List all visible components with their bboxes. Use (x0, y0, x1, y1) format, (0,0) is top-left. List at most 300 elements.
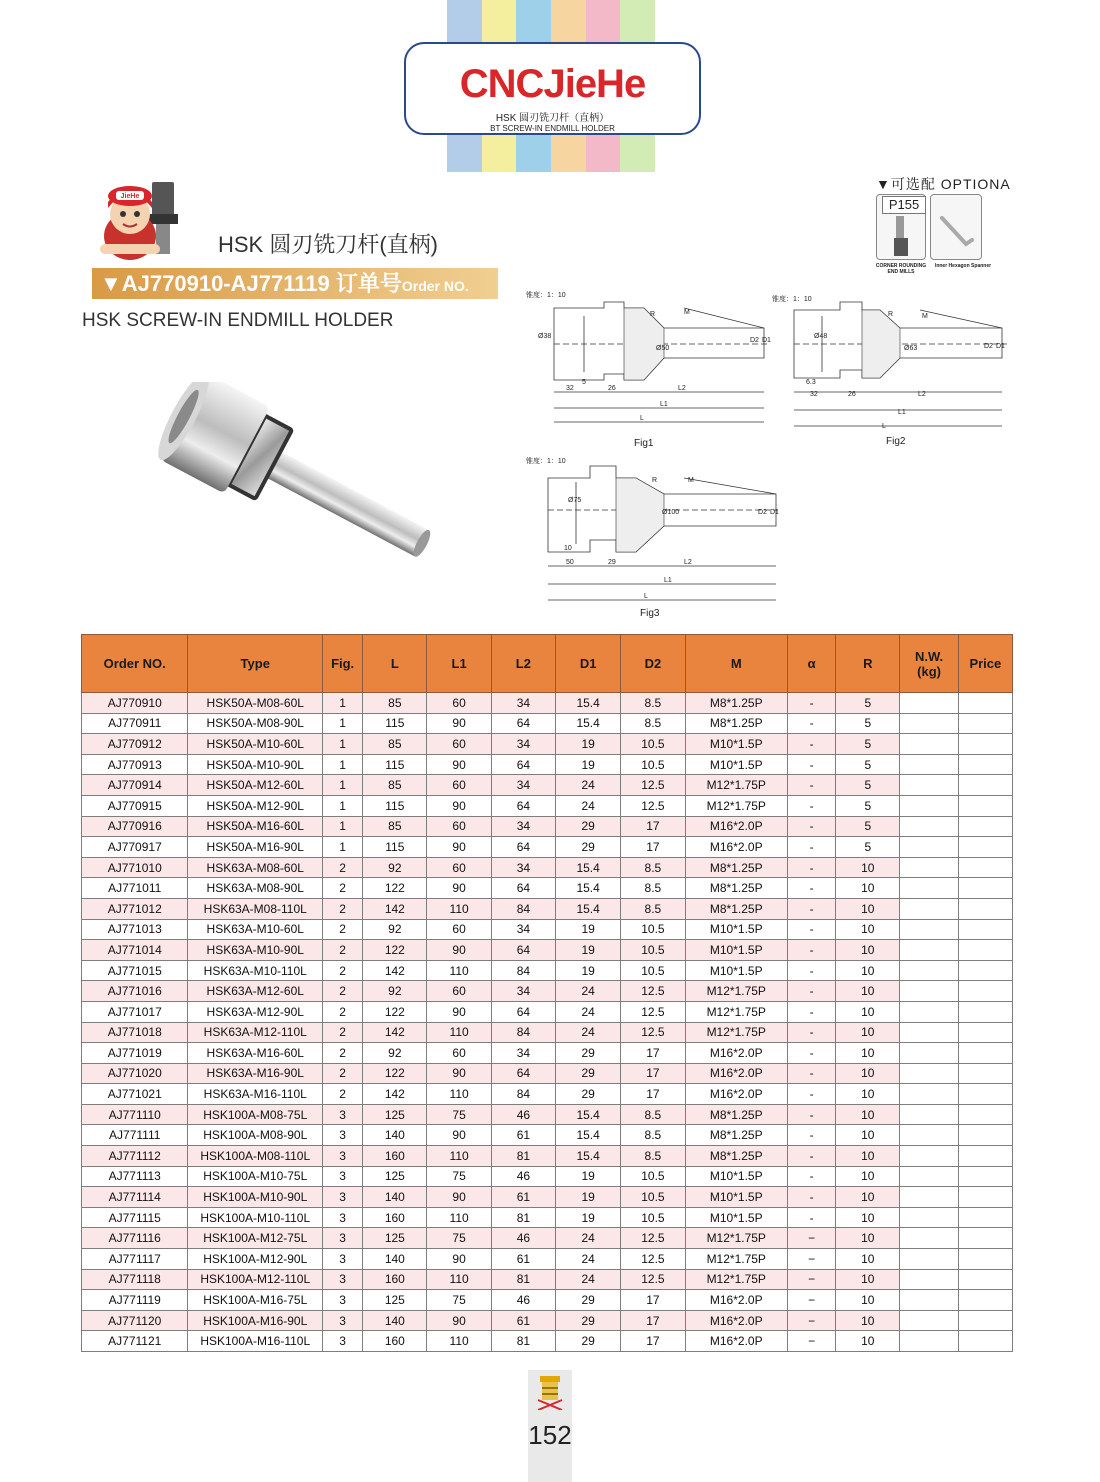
table-cell: HSK63A-M08-90L (188, 878, 323, 899)
weight-cell (900, 1228, 958, 1249)
brand-logo-box (404, 42, 701, 135)
table-cell: 5 (836, 795, 900, 816)
table-cell: - (787, 713, 835, 734)
weight-cell (900, 693, 958, 714)
table-cell: − (787, 1249, 835, 1270)
table-cell: 24 (556, 1249, 621, 1270)
table-cell: 34 (491, 919, 555, 940)
table-cell: AJ771121 (82, 1331, 188, 1352)
weight-cell (900, 1331, 958, 1352)
table-row (82, 713, 1013, 734)
table-cell: AJ771014 (82, 940, 188, 961)
table-row (82, 857, 1013, 878)
table-cell: 64 (491, 795, 555, 816)
table-cell: 3 (323, 1125, 363, 1146)
table-cell: 24 (556, 795, 621, 816)
table-cell: M8*1.25P (685, 693, 787, 714)
price-cell (958, 1187, 1012, 1208)
table-cell: M8*1.25P (685, 713, 787, 734)
table-cell: 85 (363, 775, 427, 796)
table-cell: 17 (621, 1063, 685, 1084)
table-cell: 60 (427, 816, 491, 837)
svg-text:Ø63: Ø63 (904, 345, 918, 352)
table-cell: - (787, 898, 835, 919)
table-cell: − (787, 1269, 835, 1290)
table-cell: 10.5 (621, 919, 685, 940)
table-cell: AJ770916 (82, 816, 188, 837)
table-cell: 3 (323, 1207, 363, 1228)
table-cell: M10*1.5P (685, 919, 787, 940)
table-cell: 81 (491, 1331, 555, 1352)
svg-text:D1: D1 (996, 343, 1005, 350)
table-cell: 12.5 (621, 795, 685, 816)
table-cell: 122 (363, 1063, 427, 1084)
table-cell: 122 (363, 878, 427, 899)
table-cell: 5 (836, 816, 900, 837)
weight-cell (900, 1063, 958, 1084)
table-cell: 10 (836, 878, 900, 899)
table-cell: AJ771118 (82, 1269, 188, 1290)
table-cell: 24 (556, 1001, 621, 1022)
table-cell: M12*1.75P (685, 1249, 787, 1270)
table-cell: 24 (556, 775, 621, 796)
table-cell: 1 (323, 693, 363, 714)
optional-item-spanner-caption: Inner Hexagon Spanner (934, 263, 992, 269)
brand-logo-cnc: CNC (459, 62, 544, 106)
table-row (82, 1207, 1013, 1228)
table-cell: 142 (363, 1022, 427, 1043)
table-cell: 15.4 (556, 1104, 621, 1125)
table-cell: 10.5 (621, 1207, 685, 1228)
table-cell: 90 (427, 1249, 491, 1270)
table-cell: 15.4 (556, 878, 621, 899)
col-header: L2 (491, 635, 555, 693)
table-cell: AJ771120 (82, 1310, 188, 1331)
svg-text:M: M (688, 477, 694, 484)
table-cell: 34 (491, 816, 555, 837)
col-header-nw (900, 635, 958, 693)
weight-cell (900, 1084, 958, 1105)
price-cell (958, 857, 1012, 878)
table-cell: 8.5 (621, 1146, 685, 1167)
table-cell: 10 (836, 1125, 900, 1146)
svg-text:L1: L1 (660, 401, 668, 408)
table-cell: 17 (621, 1310, 685, 1331)
table-row (82, 837, 1013, 858)
weight-cell (900, 1207, 958, 1228)
table-cell: 1 (323, 713, 363, 734)
col-header: R (836, 635, 900, 693)
svg-text:L: L (640, 415, 644, 422)
table-cell: AJ771110 (82, 1104, 188, 1125)
table-cell: 29 (556, 1043, 621, 1064)
table-cell: 10 (836, 1269, 900, 1290)
table-cell: HSK63A-M08-60L (188, 857, 323, 878)
table-cell: 10 (836, 1207, 900, 1228)
table-cell: 140 (363, 1310, 427, 1331)
table-row (82, 754, 1013, 775)
table-cell: 10 (836, 919, 900, 940)
figure-1-caption: Fig1 (634, 438, 654, 449)
table-cell: − (787, 1310, 835, 1331)
table-cell: 115 (363, 713, 427, 734)
svg-text:L2: L2 (678, 385, 686, 392)
table-cell: AJ770910 (82, 693, 188, 714)
col-header: Order NO. (82, 635, 188, 693)
weight-cell (900, 857, 958, 878)
table-cell: HSK100A-M10-75L (188, 1166, 323, 1187)
svg-text:26: 26 (848, 391, 856, 398)
table-cell: AJ770915 (82, 795, 188, 816)
table-cell: - (787, 1166, 835, 1187)
table-cell: HSK100A-M10-90L (188, 1187, 323, 1208)
table-cell: 29 (556, 1310, 621, 1331)
table-cell: 84 (491, 898, 555, 919)
table-cell: 10 (836, 1022, 900, 1043)
svg-text:50: 50 (566, 559, 574, 566)
table-cell: M12*1.75P (685, 1001, 787, 1022)
table-cell: - (787, 734, 835, 755)
table-cell: AJ771113 (82, 1166, 188, 1187)
table-cell: 15.4 (556, 693, 621, 714)
table-cell: 81 (491, 1146, 555, 1167)
table-row (82, 898, 1013, 919)
price-cell (958, 1166, 1012, 1187)
svg-text:L2: L2 (918, 391, 926, 398)
table-cell: 2 (323, 960, 363, 981)
price-cell (958, 1022, 1012, 1043)
table-cell: 10.5 (621, 960, 685, 981)
table-cell: HSK63A-M12-60L (188, 981, 323, 1002)
price-cell (958, 713, 1012, 734)
table-row (82, 1187, 1013, 1208)
table-cell: M12*1.75P (685, 1022, 787, 1043)
svg-text:D2: D2 (750, 337, 759, 344)
table-cell: M10*1.5P (685, 754, 787, 775)
endmill-icon (890, 216, 914, 258)
optional-accessories-label: ▼可选配 OPTIONA (876, 176, 1011, 192)
table-cell: 60 (427, 693, 491, 714)
table-cell: 34 (491, 734, 555, 755)
table-cell: 64 (491, 878, 555, 899)
price-cell (958, 1331, 1012, 1352)
table-cell: 92 (363, 919, 427, 940)
svg-text:L2: L2 (684, 559, 692, 566)
col-header: D1 (556, 635, 621, 693)
table-cell: 140 (363, 1249, 427, 1270)
table-cell: 84 (491, 1084, 555, 1105)
table-row (82, 734, 1013, 755)
table-cell: 1 (323, 734, 363, 755)
table-cell: 19 (556, 960, 621, 981)
table-cell: M12*1.75P (685, 1228, 787, 1249)
table-cell: 12.5 (621, 775, 685, 796)
table-row (82, 878, 1013, 899)
table-cell: HSK50A-M16-90L (188, 837, 323, 858)
table-cell: AJ771114 (82, 1187, 188, 1208)
table-cell: 90 (427, 837, 491, 858)
table-cell: 90 (427, 1310, 491, 1331)
price-cell (958, 960, 1012, 981)
table-row (82, 1331, 1013, 1352)
table-cell: 2 (323, 1022, 363, 1043)
table-cell: M12*1.75P (685, 1269, 787, 1290)
table-cell: 29 (556, 1331, 621, 1352)
table-cell: 24 (556, 1022, 621, 1043)
table-cell: HSK100A-M12-75L (188, 1228, 323, 1249)
price-cell (958, 878, 1012, 899)
table-cell: AJ771016 (82, 981, 188, 1002)
table-cell: M12*1.75P (685, 795, 787, 816)
table-cell: 125 (363, 1228, 427, 1249)
table-cell: 3 (323, 1146, 363, 1167)
weight-cell (900, 960, 958, 981)
table-cell: - (787, 1207, 835, 1228)
table-cell: HSK100A-M08-110L (188, 1146, 323, 1167)
table-row (82, 1269, 1013, 1290)
table-cell: - (787, 919, 835, 940)
table-cell: AJ771012 (82, 898, 188, 919)
table-cell: M8*1.25P (685, 1104, 787, 1125)
table-cell: AJ770913 (82, 754, 188, 775)
table-cell: - (787, 857, 835, 878)
weight-cell (900, 795, 958, 816)
weight-cell (900, 981, 958, 1002)
table-cell: HSK50A-M10-60L (188, 734, 323, 755)
table-cell: 81 (491, 1207, 555, 1228)
table-cell: - (787, 775, 835, 796)
table-cell: - (787, 1022, 835, 1043)
table-row (82, 775, 1013, 796)
figure-3-drawing (524, 456, 780, 606)
table-cell: HSK63A-M08-110L (188, 898, 323, 919)
table-cell: 10 (836, 857, 900, 878)
svg-text:29: 29 (608, 559, 616, 566)
table-row (82, 1001, 1013, 1022)
brand-logo-jiehe: JieHe (543, 62, 646, 106)
table-cell: HSK50A-M12-60L (188, 775, 323, 796)
table-cell: 8.5 (621, 878, 685, 899)
page-title-en: HSK SCREW-IN ENDMILL HOLDER (82, 310, 394, 331)
figure-2-drawing (770, 288, 1010, 430)
table-cell: 12.5 (621, 1249, 685, 1270)
svg-text:R: R (650, 311, 656, 318)
table-cell: 10 (836, 1331, 900, 1352)
price-cell (958, 981, 1012, 1002)
table-cell: 142 (363, 898, 427, 919)
table-cell: 10 (836, 1249, 900, 1270)
table-cell: M16*2.0P (685, 1063, 787, 1084)
table-cell: 61 (491, 1249, 555, 1270)
table-cell: 90 (427, 1001, 491, 1022)
table-cell: 110 (427, 1084, 491, 1105)
table-cell: M8*1.25P (685, 1125, 787, 1146)
table-cell: - (787, 1084, 835, 1105)
svg-text:D2: D2 (758, 509, 767, 516)
table-cell: 115 (363, 795, 427, 816)
table-cell: - (787, 878, 835, 899)
table-cell: - (787, 981, 835, 1002)
table-cell: 24 (556, 1228, 621, 1249)
table-cell: 110 (427, 1269, 491, 1290)
table-cell: 3 (323, 1166, 363, 1187)
table-cell: - (787, 1187, 835, 1208)
svg-text:Ø50: Ø50 (656, 345, 670, 352)
hex-spanner-icon (936, 212, 976, 256)
figure-3-caption: Fig3 (640, 608, 660, 619)
table-cell: 29 (556, 1084, 621, 1105)
table-cell: 2 (323, 857, 363, 878)
table-cell: 90 (427, 878, 491, 899)
table-cell: 3 (323, 1187, 363, 1208)
table-row (82, 1228, 1013, 1249)
table-cell: 122 (363, 940, 427, 961)
header-subtitle-en: BT SCREW-IN ENDMILL HOLDER (490, 124, 615, 133)
table-cell: 10 (836, 1104, 900, 1125)
svg-text:锥度：1：10: 锥度：1：10 (772, 296, 812, 303)
svg-text:32: 32 (566, 385, 574, 392)
table-cell: 10.5 (621, 940, 685, 961)
svg-text:5: 5 (582, 379, 586, 386)
table-cell: 17 (621, 1043, 685, 1064)
table-cell: AJ770911 (82, 713, 188, 734)
table-cell: - (787, 1146, 835, 1167)
table-cell: AJ771020 (82, 1063, 188, 1084)
table-cell: 2 (323, 878, 363, 899)
col-header: Type (188, 635, 323, 693)
svg-text:JieHe: JieHe (120, 193, 140, 200)
table-row (82, 693, 1013, 714)
table-cell: M16*2.0P (685, 1043, 787, 1064)
table-cell: 19 (556, 1207, 621, 1228)
table-cell: 46 (491, 1104, 555, 1125)
table-cell: 1 (323, 754, 363, 775)
table-cell: HSK50A-M16-60L (188, 816, 323, 837)
table-cell: 24 (556, 1269, 621, 1290)
table-cell: 60 (427, 734, 491, 755)
table-cell: 2 (323, 898, 363, 919)
order-range-label: Order NO. (401, 278, 469, 294)
table-cell: 142 (363, 1084, 427, 1105)
svg-text:D1: D1 (762, 337, 771, 344)
footer-mascot-icon (536, 1376, 564, 1410)
weight-cell (900, 1125, 958, 1146)
table-cell: 3 (323, 1290, 363, 1311)
table-cell: 34 (491, 775, 555, 796)
price-cell (958, 1228, 1012, 1249)
table-cell: 19 (556, 734, 621, 755)
table-cell: 60 (427, 919, 491, 940)
table-cell: AJ771112 (82, 1146, 188, 1167)
table-cell: 2 (323, 981, 363, 1002)
table-cell: 10 (836, 960, 900, 981)
svg-text:锥度：1：10: 锥度：1：10 (526, 458, 566, 465)
price-cell (958, 1043, 1012, 1064)
table-cell: 3 (323, 1104, 363, 1125)
table-cell: HSK63A-M16-90L (188, 1063, 323, 1084)
table-cell: 10 (836, 1043, 900, 1064)
table-cell: 15.4 (556, 898, 621, 919)
table-cell: 60 (427, 775, 491, 796)
table-row (82, 1084, 1013, 1105)
table-cell: 3 (323, 1228, 363, 1249)
table-cell: 1 (323, 837, 363, 858)
table-cell: 125 (363, 1290, 427, 1311)
table-cell: - (787, 940, 835, 961)
optional-item-endmill-caption: CORNER ROUNDING END MILLS (875, 263, 927, 275)
table-cell: AJ771011 (82, 878, 188, 899)
table-cell: 34 (491, 693, 555, 714)
table-cell: 2 (323, 1001, 363, 1022)
table-cell: 90 (427, 1063, 491, 1084)
svg-text:M: M (922, 313, 928, 320)
price-cell (958, 1249, 1012, 1270)
price-cell (958, 898, 1012, 919)
weight-cell (900, 878, 958, 899)
table-cell: HSK63A-M16-110L (188, 1084, 323, 1105)
table-cell: 140 (363, 1125, 427, 1146)
table-cell: - (787, 837, 835, 858)
table-cell: 29 (556, 1290, 621, 1311)
table-cell: 110 (427, 1331, 491, 1352)
svg-text:Ø75: Ø75 (568, 497, 582, 504)
table-cell: AJ771117 (82, 1249, 188, 1270)
table-cell: 29 (556, 1063, 621, 1084)
table-cell: 1 (323, 816, 363, 837)
table-cell: 10.5 (621, 754, 685, 775)
table-row (82, 1290, 1013, 1311)
table-cell: M12*1.75P (685, 981, 787, 1002)
table-cell: 110 (427, 1022, 491, 1043)
table-cell: 5 (836, 775, 900, 796)
table-cell: AJ770917 (82, 837, 188, 858)
svg-text:L: L (882, 423, 886, 430)
table-cell: 3 (323, 1249, 363, 1270)
table-cell: 122 (363, 1001, 427, 1022)
table-cell: 2 (323, 1043, 363, 1064)
table-cell: HSK100A-M16-110L (188, 1331, 323, 1352)
price-cell (958, 1084, 1012, 1105)
table-cell: 1 (323, 795, 363, 816)
price-cell (958, 795, 1012, 816)
table-cell: 75 (427, 1104, 491, 1125)
table-cell: - (787, 816, 835, 837)
optional-page-ref: P155 (882, 196, 926, 214)
table-cell: AJ771018 (82, 1022, 188, 1043)
weight-cell (900, 1043, 958, 1064)
table-cell: 2 (323, 1084, 363, 1105)
table-cell: 64 (491, 837, 555, 858)
table-cell: M16*2.0P (685, 1310, 787, 1331)
table-cell: 12.5 (621, 981, 685, 1002)
table-cell: 15.4 (556, 713, 621, 734)
table-body (82, 693, 1013, 1352)
table-cell: 125 (363, 1104, 427, 1125)
table-cell: 17 (621, 1084, 685, 1105)
table-cell: 10.5 (621, 1187, 685, 1208)
table-cell: 8.5 (621, 857, 685, 878)
table-cell: 10 (836, 940, 900, 961)
table-cell: 10 (836, 1001, 900, 1022)
table-cell: 60 (427, 981, 491, 1002)
figure-2-caption: Fig2 (886, 436, 906, 447)
col-header: D2 (621, 635, 685, 693)
table-cell: 12.5 (621, 1228, 685, 1249)
weight-cell (900, 734, 958, 755)
table-cell: 110 (427, 1146, 491, 1167)
table-cell: 34 (491, 857, 555, 878)
table-cell: AJ771111 (82, 1125, 188, 1146)
